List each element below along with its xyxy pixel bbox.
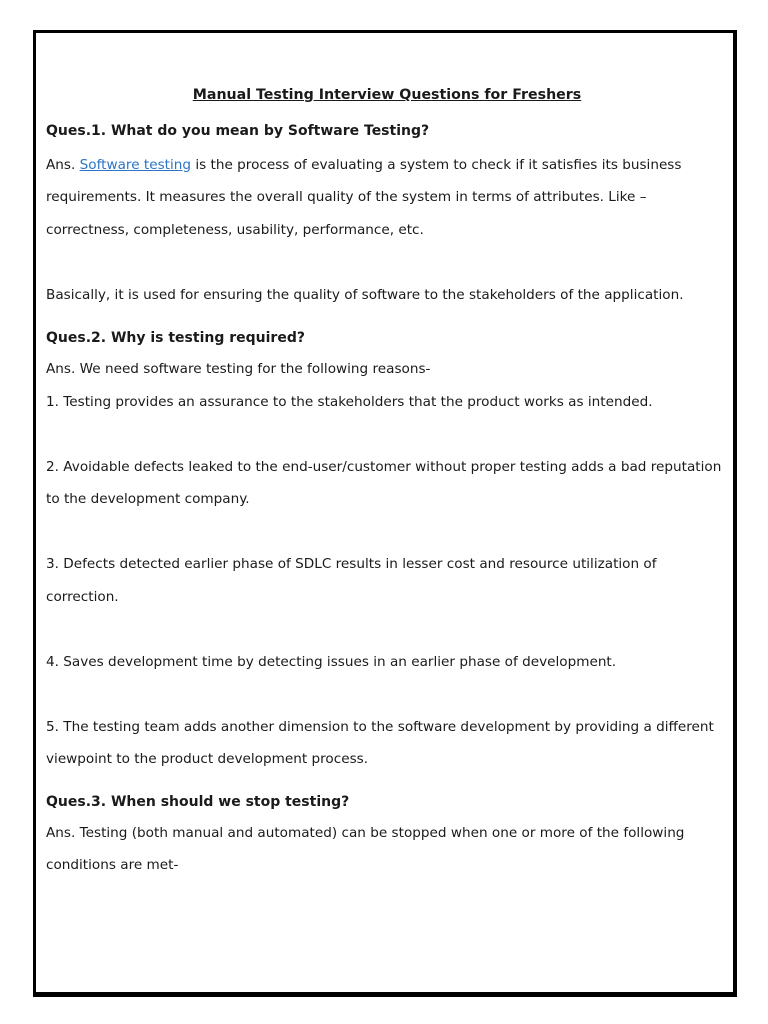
reason-4: 4. Saves development time by detecting issues in an earlier phase of development. — [46, 653, 617, 670]
spacer — [46, 418, 726, 451]
answer-text: is the process of evaluating a system to check if it satisfies its business requirements. It measures the overall quality of the system in terms of attributes. Like – correctness, completeness, usability, performance, etc. — [46, 156, 682, 238]
question-2-intro: Ans. We need software testing for the following reasons- — [46, 361, 431, 377]
reason-1: 1. Testing provides an assurance to the stakeholders that the product works as intended. — [46, 393, 653, 410]
spacer — [46, 246, 726, 279]
document-title: Manual Testing Interview Questions for Freshers — [192, 87, 582, 103]
spacer — [46, 678, 726, 711]
reason-2: 2. Avoidable defects leaked to the end-user/customer without proper testing adds a bad reputation to the development company. — [46, 458, 722, 507]
question-1-answer — [46, 149, 726, 247]
question-3-answer: Ans. Testing (both manual and automated) can be stopped when one or more of the following conditions are met- — [46, 824, 685, 873]
answer-prefix: Ans. — [46, 156, 80, 173]
question-1-heading: Ques.1. What do you mean by Software Testing? — [46, 123, 430, 139]
question-2-heading: Ques.2. Why is testing required? — [46, 330, 305, 346]
document-body — [46, 84, 726, 882]
reason-5: 5. The testing team adds another dimension to the software development by providing a different viewpoint to the product development process. — [46, 718, 714, 767]
spacer — [46, 613, 726, 646]
question-1-paragraph-2: Basically, it is used for ensuring the quality of software to the stakeholders of the application. — [46, 286, 684, 303]
reason-3: 3. Defects detected earlier phase of SDLC results in lesser cost and resource utilization of correction. — [46, 556, 657, 605]
software-testing-link[interactable]: Software testing — [79, 156, 192, 173]
spacer — [46, 516, 726, 549]
question-3-heading: Ques.3. When should we stop testing? — [46, 793, 350, 810]
